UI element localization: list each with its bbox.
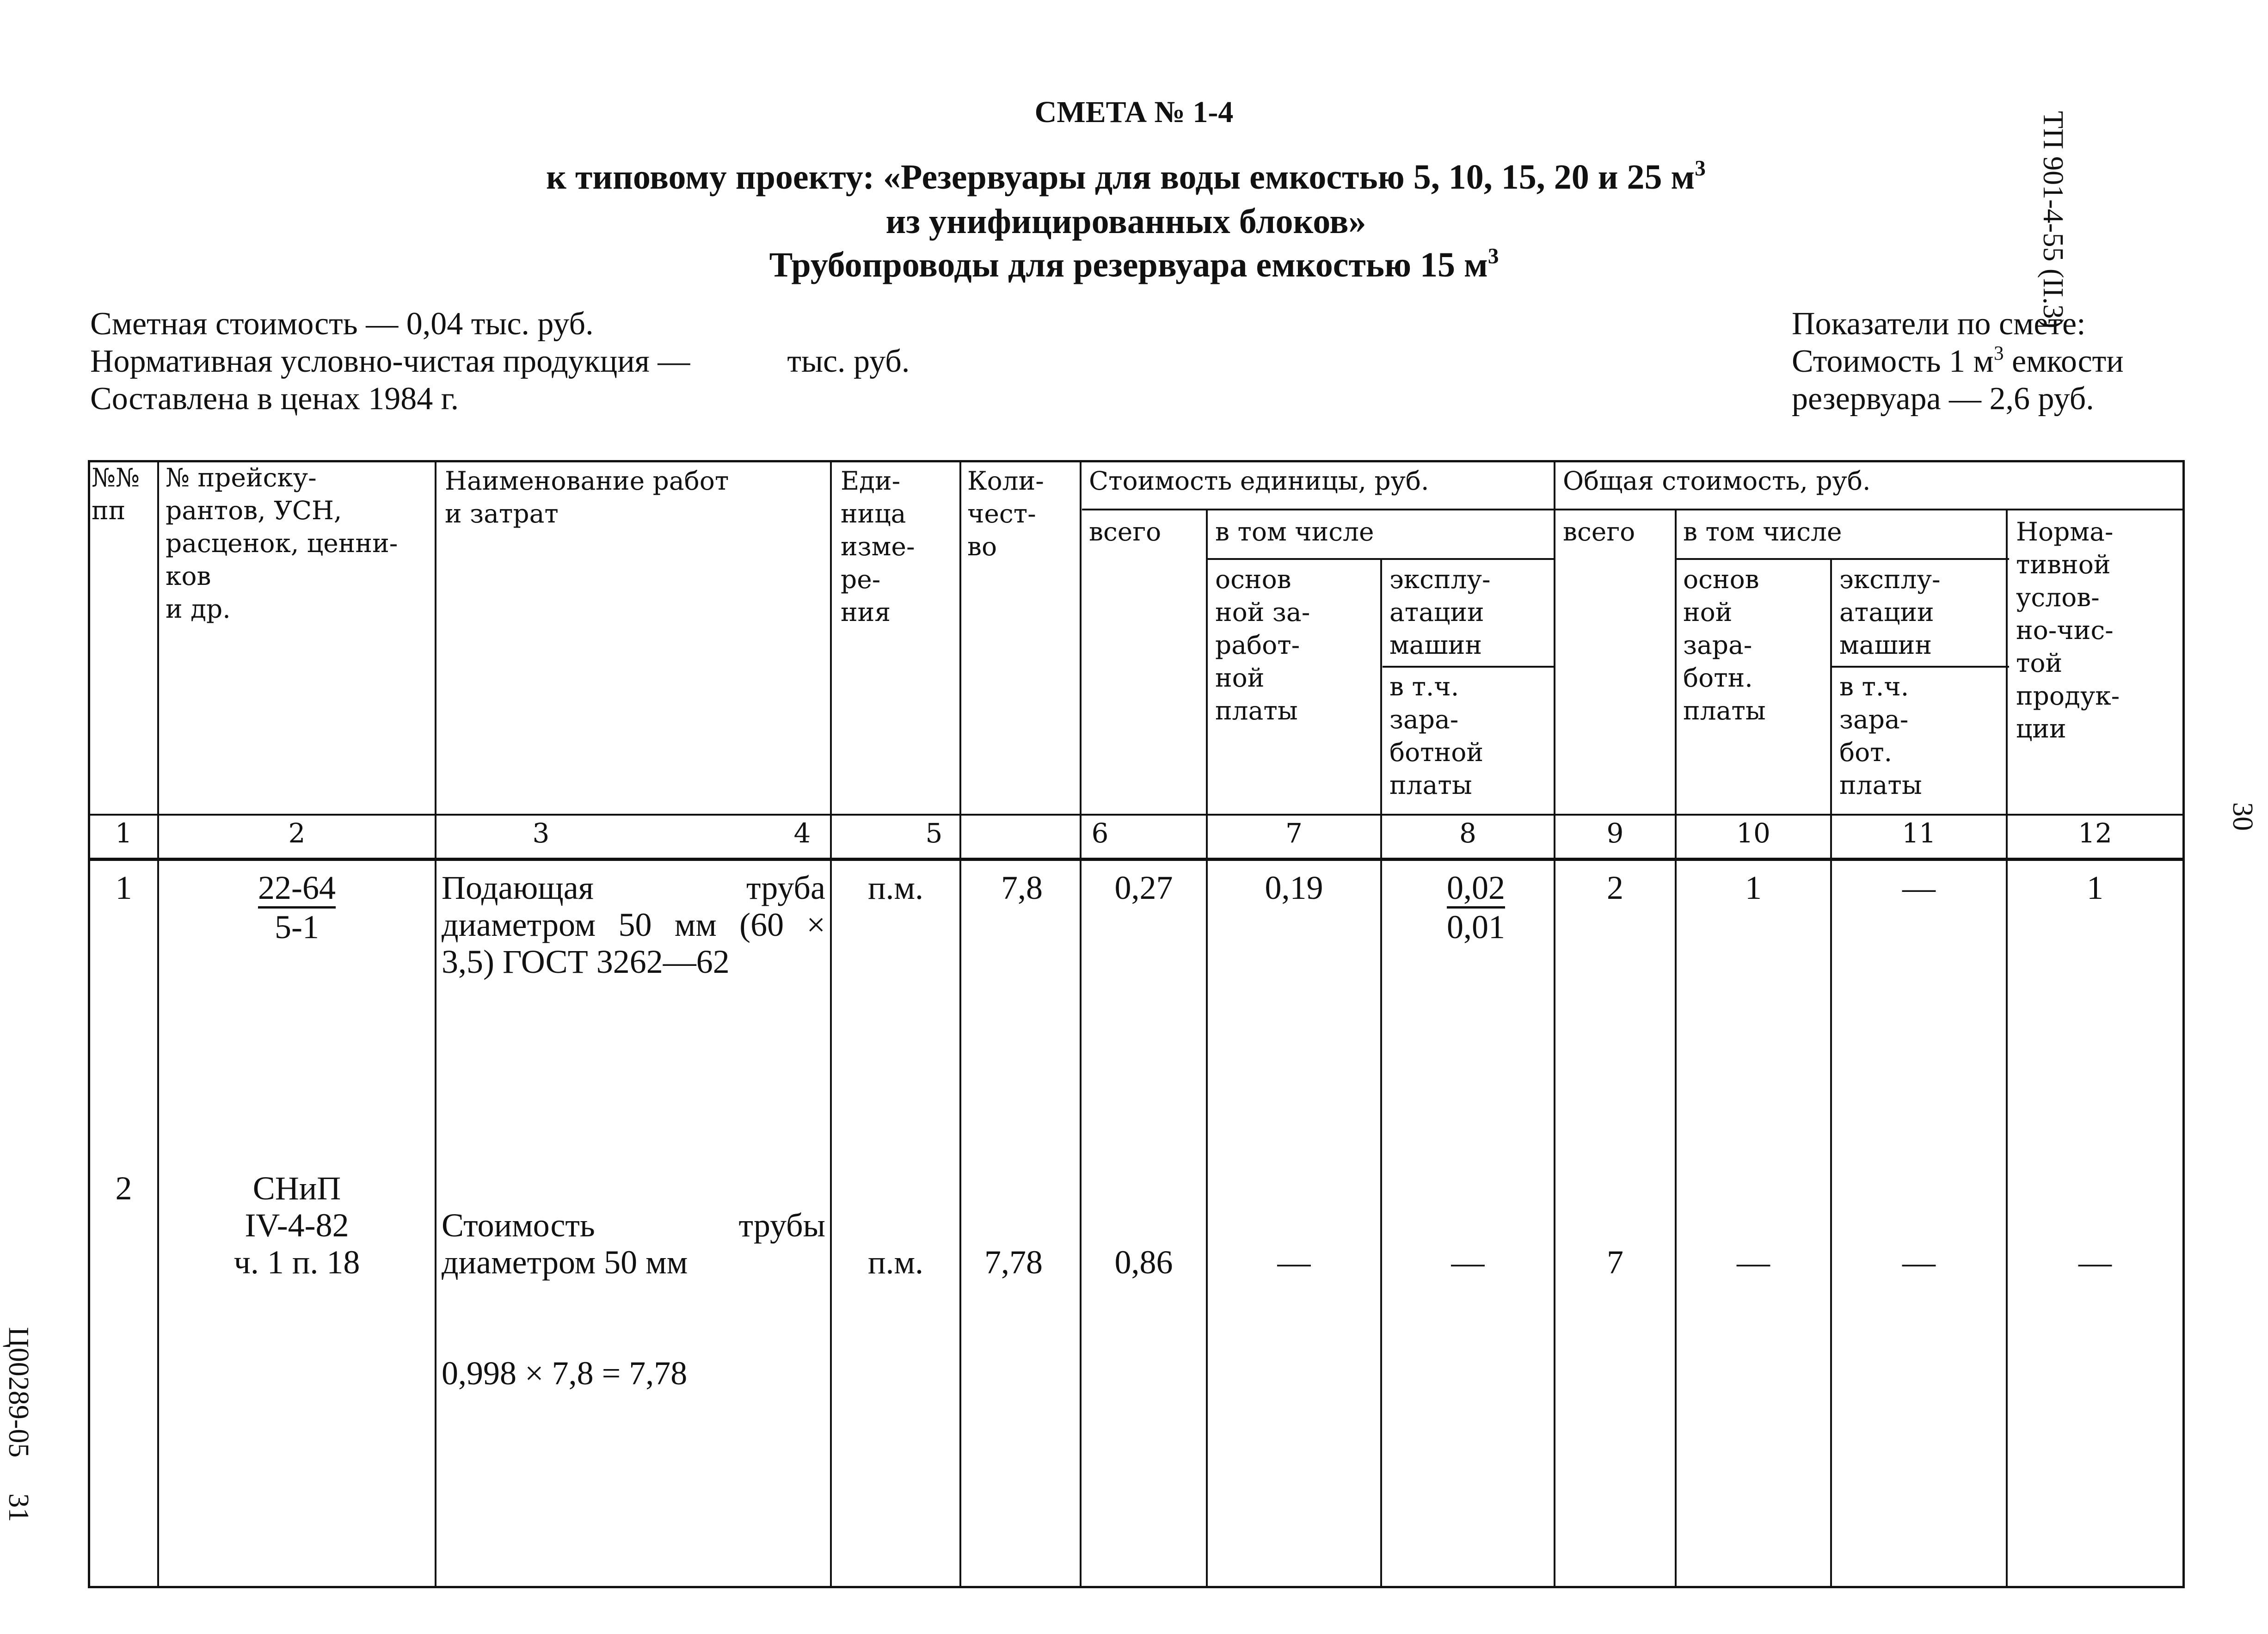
header-total-incl: в том числе bbox=[1683, 517, 1842, 547]
col-num-12: 12 bbox=[2078, 817, 2112, 849]
header-unit: Еди- ница изме- ре- ния bbox=[841, 466, 915, 627]
row1-normative: 1 bbox=[2087, 869, 2103, 906]
col-num-11: 11 bbox=[1902, 817, 1936, 849]
row2-unit-wage: — bbox=[1277, 1244, 1311, 1281]
table-right-border bbox=[2182, 460, 2185, 1588]
price-year: Составлена в ценах 1984 г. bbox=[90, 381, 459, 417]
row2-calculation: 0,998 × 7,8 = 7,78 bbox=[442, 1355, 688, 1392]
header-unit-base-wage: основ ной за- работ- ной платы bbox=[1215, 565, 1310, 725]
row2-total-machines: — bbox=[1902, 1244, 1936, 1281]
col-num-5: 5 bbox=[925, 817, 943, 849]
h-line-colnum-top bbox=[88, 814, 2185, 816]
left-info bbox=[90, 305, 910, 418]
subtitle bbox=[0, 245, 2268, 285]
v-line-4 bbox=[959, 460, 961, 1588]
side-document-code: Ц00289-05 31 bbox=[3, 1327, 34, 1522]
v-line-1 bbox=[157, 460, 159, 1588]
v-line-2 bbox=[435, 460, 436, 1588]
row1-unit-wage: 0,19 bbox=[1265, 869, 1323, 906]
h-line-machines-unit bbox=[1383, 666, 1554, 668]
h-line-subheader bbox=[1082, 509, 2185, 510]
row2-reference bbox=[159, 1170, 435, 1281]
indicator-text-b: емкости bbox=[2004, 344, 2124, 379]
col-num-8: 8 bbox=[1459, 817, 1476, 849]
row2-unit: п.м. bbox=[867, 1244, 924, 1281]
row1-unit-total: 0,27 bbox=[1114, 869, 1173, 906]
h-line-incl-total bbox=[1676, 558, 2009, 560]
header-reference: № прейску- рантов, УСН, расценок, ценни- ков и др. bbox=[166, 463, 398, 624]
row2-quantity: 7,78 bbox=[984, 1244, 1043, 1281]
project-line2: из унифицированных блоков» bbox=[885, 202, 1366, 241]
indicator-sup: 3 bbox=[1993, 342, 2004, 364]
project-line1-sup: 3 bbox=[1695, 156, 1706, 181]
subtitle-sup: 3 bbox=[1487, 244, 1499, 269]
col-num-2: 2 bbox=[288, 817, 306, 849]
header-normative: Норма- тивной услов- но-чис- той продук- ции bbox=[2016, 517, 2120, 743]
row1-quantity: 7,8 bbox=[1001, 869, 1043, 906]
row1-total-machines: — bbox=[1902, 869, 1936, 906]
row2-ref-line2: IV-4-82 bbox=[245, 1207, 349, 1244]
h-line-colnum-bottom bbox=[88, 858, 2185, 861]
v-line-7 bbox=[1206, 509, 1208, 1588]
header-total-base-wage: основ ной зара- ботн. платы bbox=[1683, 565, 1766, 725]
header-total-all: всего bbox=[1563, 517, 1635, 547]
col-num-10: 10 bbox=[1736, 817, 1770, 849]
header-unit-incl: в том числе bbox=[1215, 517, 1374, 547]
row1-reference bbox=[159, 869, 435, 946]
normative-product bbox=[90, 343, 910, 380]
row2-work-name: Стоимость трубы диаметром 50 мм bbox=[442, 1207, 825, 1281]
row1-number: 1 bbox=[115, 869, 132, 906]
col-num-3: 3 bbox=[532, 817, 550, 849]
subtitle-text: Трубопроводы для резервуара емкостью 15 м bbox=[769, 246, 1488, 284]
v-line-8 bbox=[1380, 558, 1382, 1588]
table-left-border bbox=[88, 460, 90, 1588]
row1-reference-fraction bbox=[258, 869, 336, 946]
row2-total-wage: — bbox=[1737, 1244, 1770, 1281]
indicator-tank: резервуара — 2,6 руб. bbox=[1792, 381, 2094, 417]
indicators-heading: Показатели по смете: bbox=[1792, 306, 2086, 342]
estimated-cost: Сметная стоимость — 0,04 тыс. руб. bbox=[90, 306, 594, 342]
row2-unit-machines: — bbox=[1451, 1244, 1485, 1281]
row1-work-name: Подающая труба диаметром 50 мм (60 × 3,5) ГОСТ 3262—62 bbox=[442, 869, 825, 980]
project-title bbox=[277, 155, 1974, 244]
row2-ref-line1: СНиП bbox=[252, 1170, 341, 1207]
indicator-unit-cost bbox=[1792, 343, 2124, 380]
header-quantity: Коли- чест- во bbox=[967, 466, 1044, 561]
page-number: 30 bbox=[2227, 802, 2258, 831]
row2-ref-line3: ч. 1 п. 18 bbox=[234, 1244, 360, 1281]
row2-unit-total: 0,86 bbox=[1114, 1244, 1173, 1281]
v-line-10 bbox=[1675, 509, 1677, 1588]
v-line-5 bbox=[1080, 460, 1082, 1588]
col-num-4: 4 bbox=[793, 817, 811, 849]
row1-total: 2 bbox=[1607, 869, 1623, 906]
row2-number: 2 bbox=[115, 1170, 132, 1207]
row1-machines-top: 0,02 bbox=[1447, 869, 1505, 909]
header-row-number: №№ пп bbox=[92, 463, 140, 525]
normative-unit: тыс. руб. bbox=[787, 344, 910, 379]
right-info bbox=[1792, 305, 2124, 418]
header-unit-all: всего bbox=[1089, 517, 1162, 547]
row1-unit: п.м. bbox=[867, 869, 924, 906]
header-unit-cost: Стоимость единицы, руб. bbox=[1089, 466, 1429, 496]
indicator-text-a: Стоимость 1 м bbox=[1792, 344, 1994, 379]
header-total-cost: Общая стоимость, руб. bbox=[1563, 466, 1871, 496]
col-num-1: 1 bbox=[115, 817, 132, 849]
row1-total-wage: 1 bbox=[1745, 869, 1762, 906]
header-unit-machines: эксплу- атации машин bbox=[1389, 565, 1491, 660]
col-num-9: 9 bbox=[1606, 817, 1624, 849]
row1-ref-top: 22-64 bbox=[258, 869, 336, 909]
row1-ref-bottom: 5-1 bbox=[275, 909, 319, 946]
header-total-machines: эксплу- атации машин bbox=[1839, 565, 1941, 660]
table-bottom-border bbox=[88, 1586, 2185, 1588]
row1-machines-fraction bbox=[1447, 869, 1505, 946]
v-line-12 bbox=[2006, 509, 2008, 1588]
header-work-name: Наименование работ и затрат bbox=[445, 466, 729, 528]
table-top-border bbox=[88, 460, 2185, 462]
row1-machines-bottom: 0,01 bbox=[1447, 909, 1505, 946]
project-line1: к типовому проекту: «Резервуары для воды емкостью 5, 10, 15, 20 и 25 м bbox=[546, 158, 1695, 197]
side-project-code: ТП 901-4-55 (II.3) bbox=[2037, 111, 2069, 329]
row2-normative: — bbox=[2078, 1244, 2112, 1281]
v-line-6 bbox=[1554, 460, 1555, 1588]
row2-total: 7 bbox=[1607, 1244, 1623, 1281]
row1-unit-machines bbox=[1382, 869, 1505, 946]
document-title: СМЕТА № 1-4 bbox=[1034, 95, 1234, 129]
v-line-11 bbox=[1830, 558, 1832, 1588]
h-line-machines-total bbox=[1831, 666, 2009, 668]
header-total-machine-wage: в т.ч. зара- бот. платы bbox=[1839, 672, 1922, 800]
v-line-3 bbox=[830, 460, 832, 1588]
col-num-6: 6 bbox=[1091, 817, 1109, 849]
col-num-7: 7 bbox=[1285, 817, 1303, 849]
header-unit-machine-wage: в т.ч. зара- ботной платы bbox=[1389, 672, 1484, 800]
normative-label: Нормативная условно-чистая продукция — bbox=[90, 344, 690, 379]
